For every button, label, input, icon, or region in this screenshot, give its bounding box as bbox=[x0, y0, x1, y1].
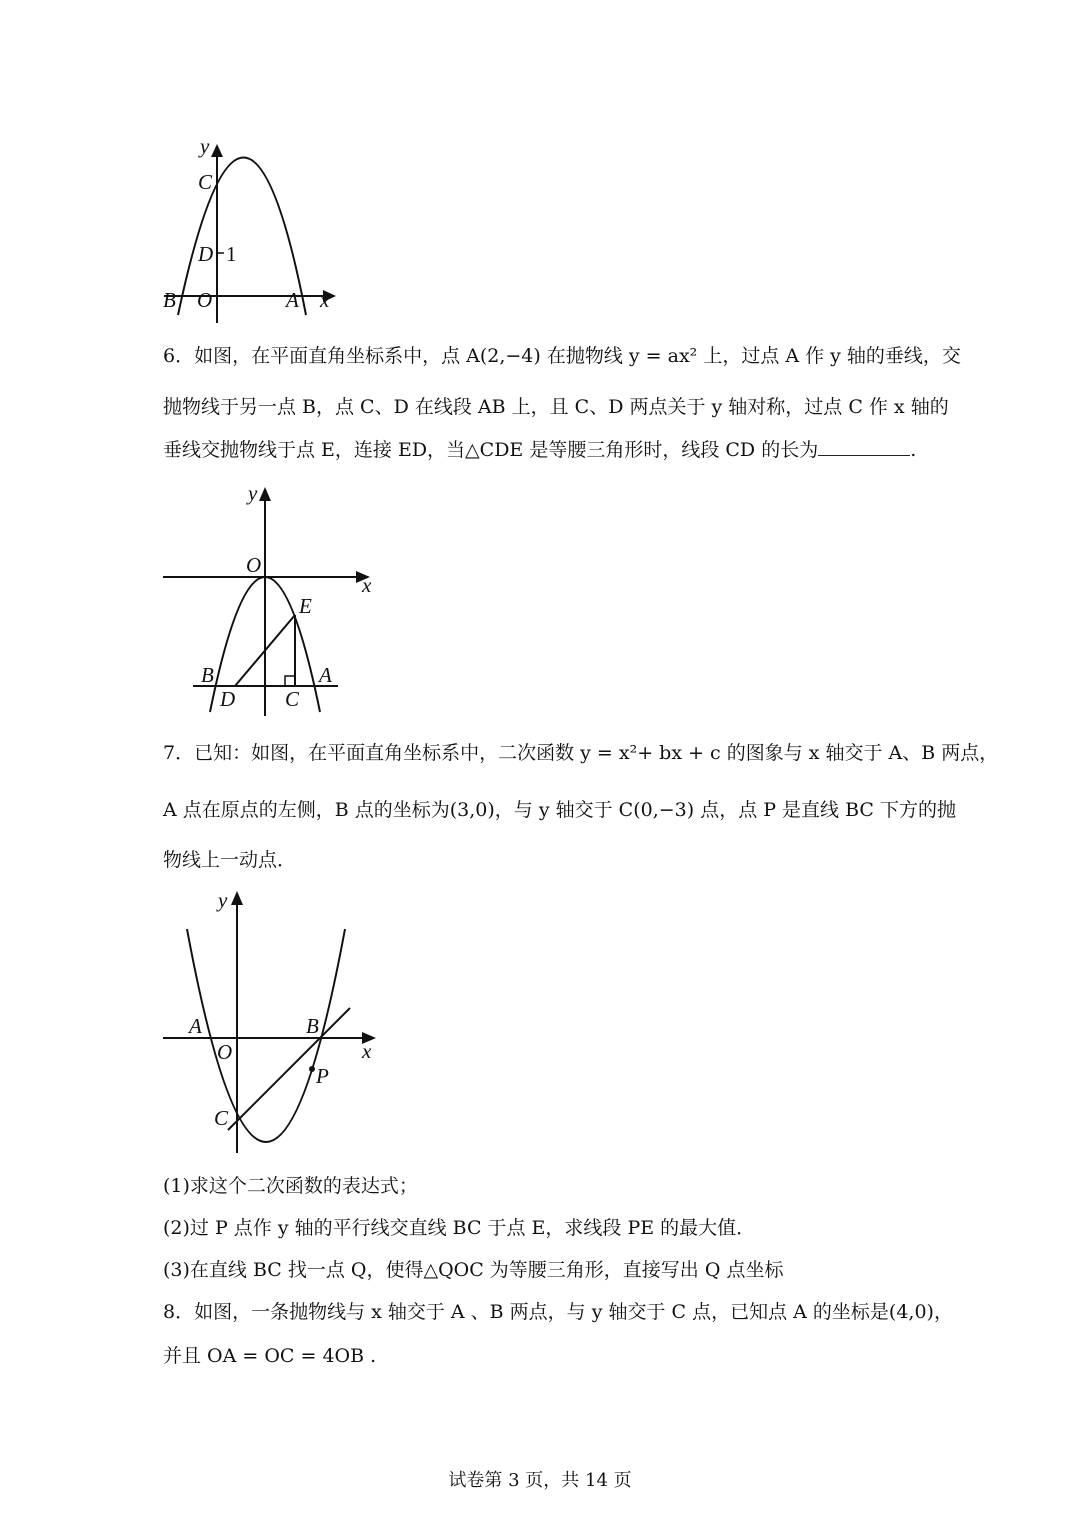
q6-line-1: 6．如图，在平面直角坐标系中，点 A(2,−4) 在抛物线 y = ax² 上，过点 A 作 y 轴的垂线，交 bbox=[163, 345, 961, 367]
label-B: B bbox=[201, 663, 214, 687]
q7-line-3: 物线上一动点． bbox=[163, 849, 297, 871]
label-C: C bbox=[285, 687, 300, 711]
label-1: 1 bbox=[226, 242, 237, 266]
q6-line-3 bbox=[163, 437, 916, 462]
page-footer: 试卷第 3 页，共 14 页 bbox=[448, 1470, 632, 1491]
label-C: C bbox=[214, 1106, 229, 1130]
figure-q5-parabola bbox=[160, 135, 340, 325]
point-P bbox=[309, 1066, 315, 1072]
label-O: O bbox=[197, 288, 213, 312]
q6-line-3-end: . bbox=[910, 439, 917, 461]
line-BC bbox=[228, 1008, 350, 1130]
label-B: B bbox=[306, 1014, 319, 1038]
label-C: C bbox=[198, 170, 213, 194]
q8-line-2: 并且 OA = OC = 4OB . bbox=[163, 1345, 377, 1367]
y-axis-arrow bbox=[231, 891, 243, 905]
q7-line-1: 7．已知：如图，在平面直角坐标系中，二次函数 y = x²+ bx + c 的图象与 x 轴交于 A、B 两点， bbox=[163, 742, 999, 764]
label-y: y bbox=[200, 134, 210, 158]
q6-line-2: 抛物线于另一点 B，点 C、D 在线段 AB 上，且 C、D 两点关于 y 轴对称，过点 C 作 x 轴的 bbox=[163, 396, 949, 418]
label-y: y bbox=[248, 481, 258, 505]
q7-sub-1: (1)求这个二次函数的表达式； bbox=[163, 1175, 418, 1197]
figure-q6-parabola bbox=[160, 478, 390, 718]
label-O: O bbox=[217, 1040, 233, 1064]
label-O: O bbox=[246, 553, 262, 577]
y-axis-arrow bbox=[259, 487, 271, 501]
label-D: D bbox=[220, 687, 236, 711]
y-axis-arrow bbox=[211, 144, 223, 157]
label-P: P bbox=[316, 1064, 329, 1088]
q8-line-1: 8．如图，一条抛物线与 x 轴交于 A 、B 两点，与 y 轴交于 C 点，已知点 A 的坐标是(4,0)， bbox=[163, 1301, 953, 1323]
label-x: x bbox=[362, 573, 372, 597]
q7-sub-3: (3)在直线 BC 找一点 Q，使得△QOC 为等腰三角形，直接写出 Q 点坐标 bbox=[163, 1259, 784, 1281]
q7-line-2: A 点在原点的左侧，B 点的坐标为(3,0)，与 y 轴交于 C(0,−3) 点，点 P 是直线 BC 下方的抛 bbox=[163, 799, 956, 821]
q6-line-3-text: 垂线交抛物线于点 E，连接 ED，当△CDE 是等腰三角形时，线段 CD 的长为 bbox=[163, 439, 819, 461]
label-A: A bbox=[286, 288, 299, 312]
label-B: B bbox=[163, 288, 176, 312]
label-y: y bbox=[218, 888, 228, 912]
figure-q7-parabola bbox=[160, 885, 390, 1165]
label-A: A bbox=[189, 1014, 202, 1038]
label-A: A bbox=[319, 663, 332, 687]
label-E: E bbox=[299, 594, 312, 618]
label-D: D bbox=[198, 242, 214, 266]
label-x: x bbox=[362, 1039, 372, 1063]
answer-blank[interactable] bbox=[818, 437, 910, 456]
label-x: x bbox=[320, 288, 330, 312]
q7-sub-2: (2)过 P 点作 y 轴的平行线交直线 BC 于点 E，求线段 PE 的最大值． bbox=[163, 1217, 756, 1239]
right-angle-mark bbox=[285, 676, 295, 686]
